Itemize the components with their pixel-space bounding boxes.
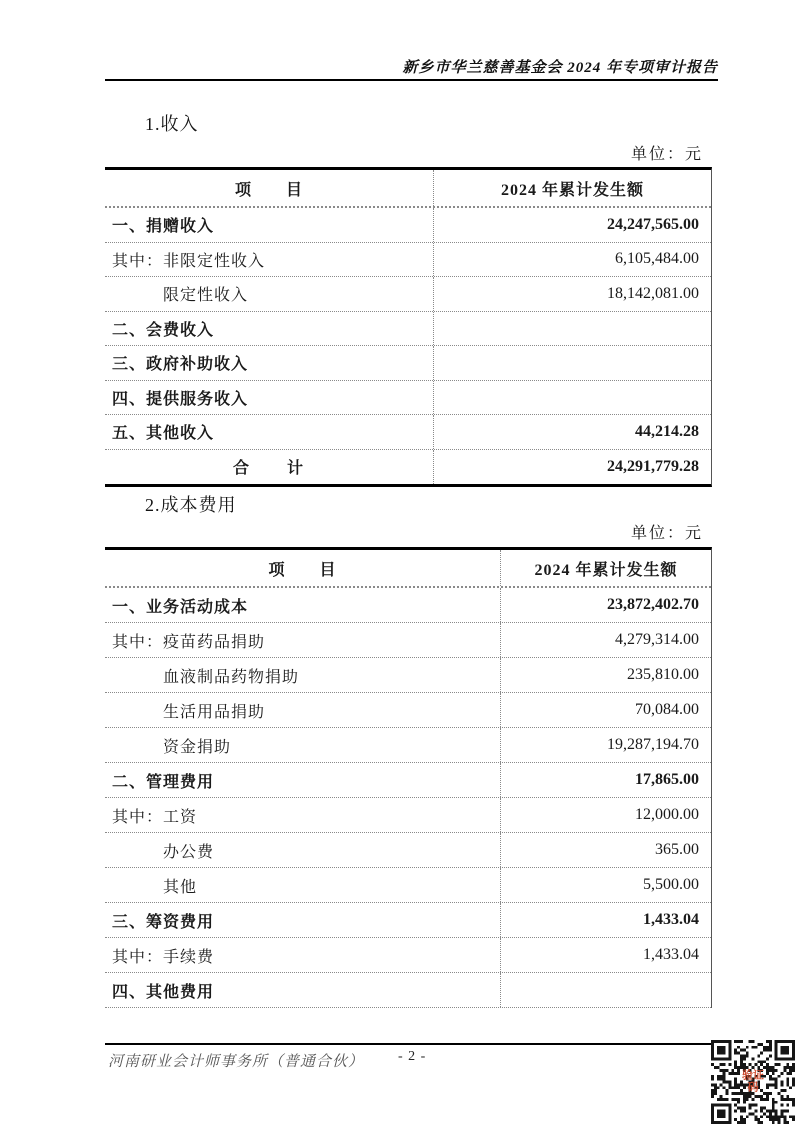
table-row: [105, 243, 711, 278]
table-row: [105, 381, 711, 416]
row-value: [500, 973, 711, 1007]
row-value: 23,872,402.70: [500, 588, 711, 622]
row-value: 18,142,081.00: [433, 277, 711, 311]
footer-rule: [105, 1043, 713, 1045]
row-label: 一、业务活动成本: [112, 598, 249, 616]
cost-table: [105, 547, 712, 1008]
row-label: 三、政府补助收入: [112, 356, 249, 374]
row-value: 365.00: [500, 833, 711, 867]
row-label: 限定性收入: [163, 287, 249, 305]
section-title-income: 1.收入: [145, 114, 199, 134]
qr-center-text: 验证码: [742, 1069, 764, 1093]
table-row: [105, 868, 711, 903]
table-row: [105, 763, 711, 798]
unit-label-cost: 单位：元: [630, 525, 703, 542]
table-row-total: [105, 450, 711, 485]
row-value: 70,084.00: [500, 693, 711, 727]
row-label: 二、会费收入: [112, 321, 215, 339]
row-value: [433, 381, 711, 415]
row-label: 一、捐赠收入: [112, 218, 215, 236]
row-value: 5,500.00: [500, 868, 711, 902]
table-row: [105, 208, 711, 243]
row-value: [433, 346, 711, 380]
section-title-cost: 2.成本费用: [145, 495, 237, 515]
row-value: 1,433.04: [500, 903, 711, 937]
page-number: - 2 -: [398, 1049, 427, 1064]
table-row: [105, 658, 711, 693]
table-row: [105, 798, 711, 833]
col-header-value: 2024 年累计发生额: [433, 170, 711, 206]
table-row: [105, 833, 711, 868]
row-label: 资金捐助: [163, 738, 232, 756]
table-row: [105, 588, 711, 623]
row-value: 24,247,565.00: [433, 208, 711, 242]
row-label: 四、其他费用: [112, 983, 215, 1001]
table-header-row: [105, 550, 711, 588]
col-header-value: 2024 年累计发生额: [500, 550, 711, 586]
table-row: [105, 623, 711, 658]
table-row: [105, 938, 711, 973]
unit-label-income: 单位：元: [630, 146, 703, 163]
row-value: 1,433.04: [500, 938, 711, 972]
row-label: 合 计: [232, 460, 305, 478]
col-header-item: 项 目: [234, 181, 303, 199]
row-label: 四、提供服务收入: [112, 390, 249, 408]
row-value: [433, 312, 711, 346]
row-value: 12,000.00: [500, 798, 711, 832]
row-label: 其他: [163, 878, 198, 896]
row-value: 4,279,314.00: [500, 623, 711, 657]
row-value: 24,291,779.28: [433, 450, 711, 485]
table-row: [105, 277, 711, 312]
row-label: 其中：非限定性收入: [112, 252, 266, 270]
row-label: 二、管理费用: [112, 773, 215, 791]
table-row: [105, 973, 711, 1008]
row-label: 其中：手续费: [112, 948, 215, 966]
header-rule: [105, 79, 718, 81]
row-value: 19,287,194.70: [500, 728, 711, 762]
qr-code: [711, 1040, 795, 1124]
row-label: 其中：工资: [112, 808, 198, 826]
row-label: 其中：疫苗药品捐助: [112, 633, 266, 651]
income-table: [105, 167, 712, 487]
report-title: 新乡市华兰慈善基金会 2024 年专项审计报告: [402, 60, 718, 76]
table-row: [105, 903, 711, 938]
table-row: [105, 693, 711, 728]
col-header-item: 项 目: [268, 561, 337, 579]
row-value: 17,865.00: [500, 763, 711, 797]
row-label: 办公费: [163, 843, 215, 861]
row-value: 44,214.28: [433, 415, 711, 449]
table-row: [105, 346, 711, 381]
row-label: 血液制品药物捐助: [163, 668, 300, 686]
table-row: [105, 312, 711, 347]
table-header-row: [105, 170, 711, 208]
row-value: 235,810.00: [500, 658, 711, 692]
row-value: 6,105,484.00: [433, 243, 711, 277]
table-row: [105, 415, 711, 450]
table-row: [105, 728, 711, 763]
row-label: 三、筹资费用: [112, 913, 215, 931]
row-label: 生活用品捐助: [163, 703, 266, 721]
audit-firm-name: 河南研业会计师事务所（普通合伙）: [108, 1054, 365, 1070]
row-label: 五、其他收入: [112, 425, 215, 443]
